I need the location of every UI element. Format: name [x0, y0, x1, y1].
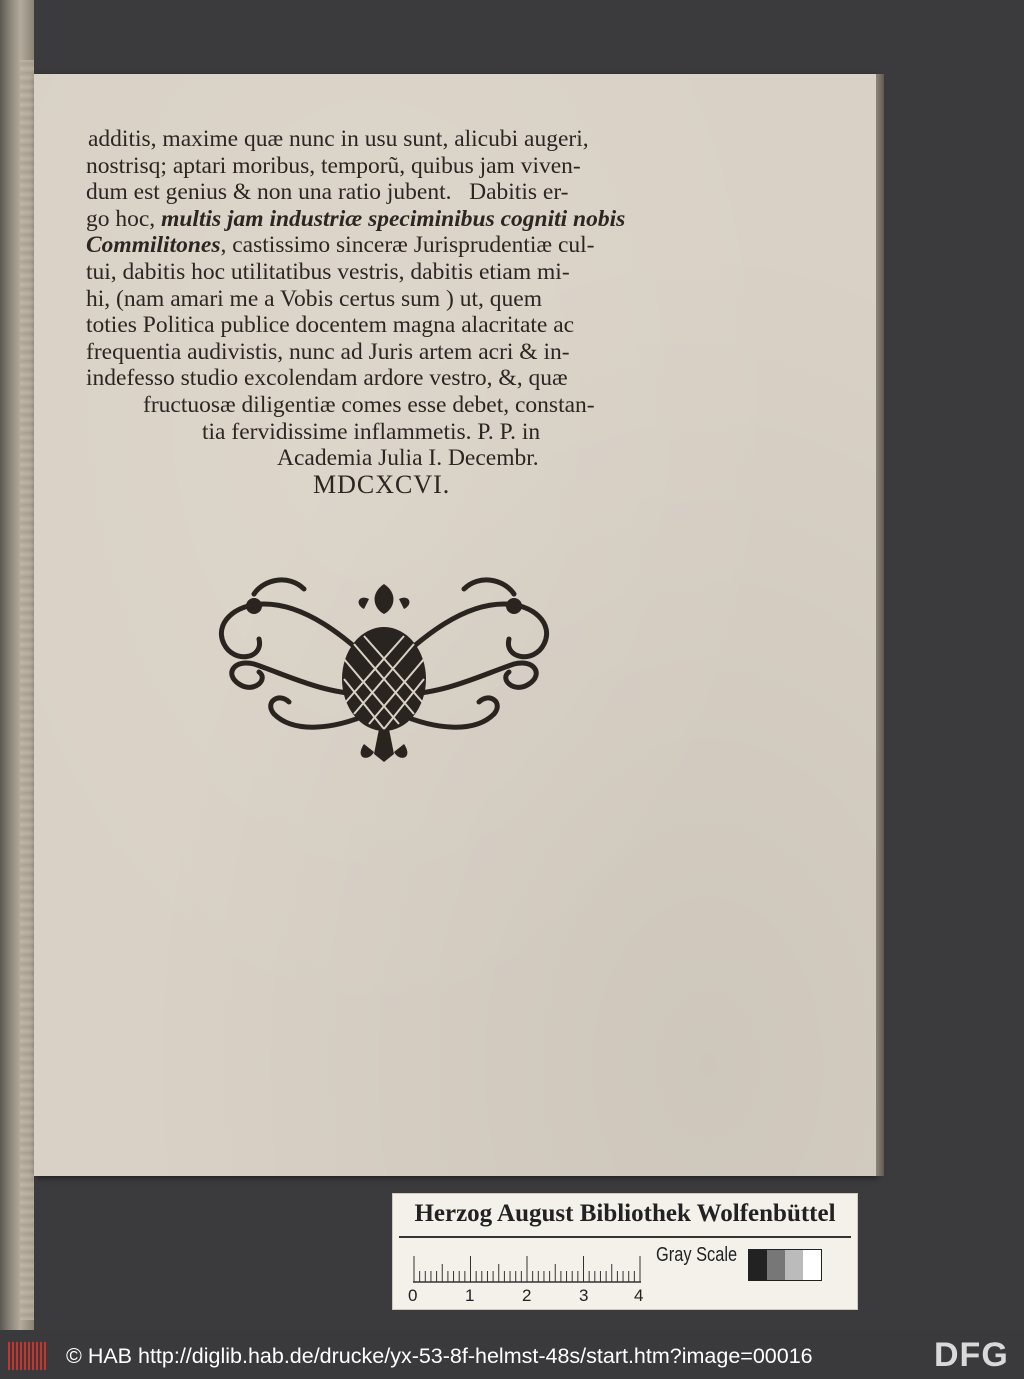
page-stack-edge — [20, 60, 34, 1320]
scanned-page — [34, 74, 876, 1176]
italic-text-segment: Commilitones — [86, 232, 221, 259]
text-segment: go hoc, — [86, 205, 156, 232]
divider — [399, 1236, 851, 1238]
ruler-number: 0 — [408, 1286, 418, 1305]
text-line: tui, dabitis hoc utilitatibus vestris, dabitis etiam mi- — [86, 258, 570, 285]
floral-ornament — [194, 564, 574, 764]
source-url-text: © HAB http://diglib.hab.de/drucke/yx-53-8f-helmst-48s/start.htm?image=00016 — [66, 1344, 813, 1368]
text-line — [86, 232, 666, 259]
latin-text-block — [86, 126, 666, 498]
text-line: toties Politica publice docentem magna alacritate ac — [86, 312, 575, 339]
date-line: MDCXCVI. — [313, 469, 451, 499]
measurement-ruler — [413, 1246, 641, 1284]
text-line — [86, 206, 666, 233]
page-edge-shadow — [876, 74, 884, 1176]
ruler-number: 3 — [579, 1286, 589, 1305]
text-line: tia fervidissime inflammetis. P. P. in — [202, 418, 541, 445]
institution-name: Herzog August Bibliothek Wolfenbüttel — [414, 1200, 836, 1227]
text-line: nostrisq; aptari moribus, temporũ, quibus jam viven- — [86, 152, 581, 179]
gray-scale-label: Gray Scale — [656, 1244, 738, 1266]
text-line: dum est genius & non una ratio jubent. Dabitis er- — [86, 179, 569, 206]
dfg-logo: DFG — [934, 1336, 1009, 1374]
text-line: frequentia audivistis, nunc ad Juris artem acri & in- — [86, 338, 570, 365]
gray-scale-swatches — [748, 1249, 822, 1281]
footer-bar — [0, 1330, 1024, 1379]
text-line: additis, maxime quæ nunc in usu sunt, alicubi augeri, — [88, 126, 589, 152]
ruler-number: 1 — [465, 1286, 475, 1305]
color-reference-card — [392, 1193, 858, 1310]
text-line: fructuosæ diligentiæ comes esse debet, constan- — [143, 391, 595, 418]
ruler-number: 4 — [634, 1286, 644, 1305]
ruler-number: 2 — [522, 1286, 532, 1305]
text-line: Academia Julia I. Decembr. — [277, 445, 539, 472]
text-line: indefesso studio excolendam ardore vestro, &, quæ — [86, 365, 568, 392]
text-segment: , castissimo sinceræ Jurisprudentiæ cul- — [220, 232, 595, 259]
text-line: hi, (nam amari me a Vobis certus sum ) ut, quem — [86, 285, 542, 312]
barcode-icon — [8, 1342, 46, 1370]
italic-text-segment: multis jam industriæ speciminibus cogniti nobis — [161, 205, 626, 232]
